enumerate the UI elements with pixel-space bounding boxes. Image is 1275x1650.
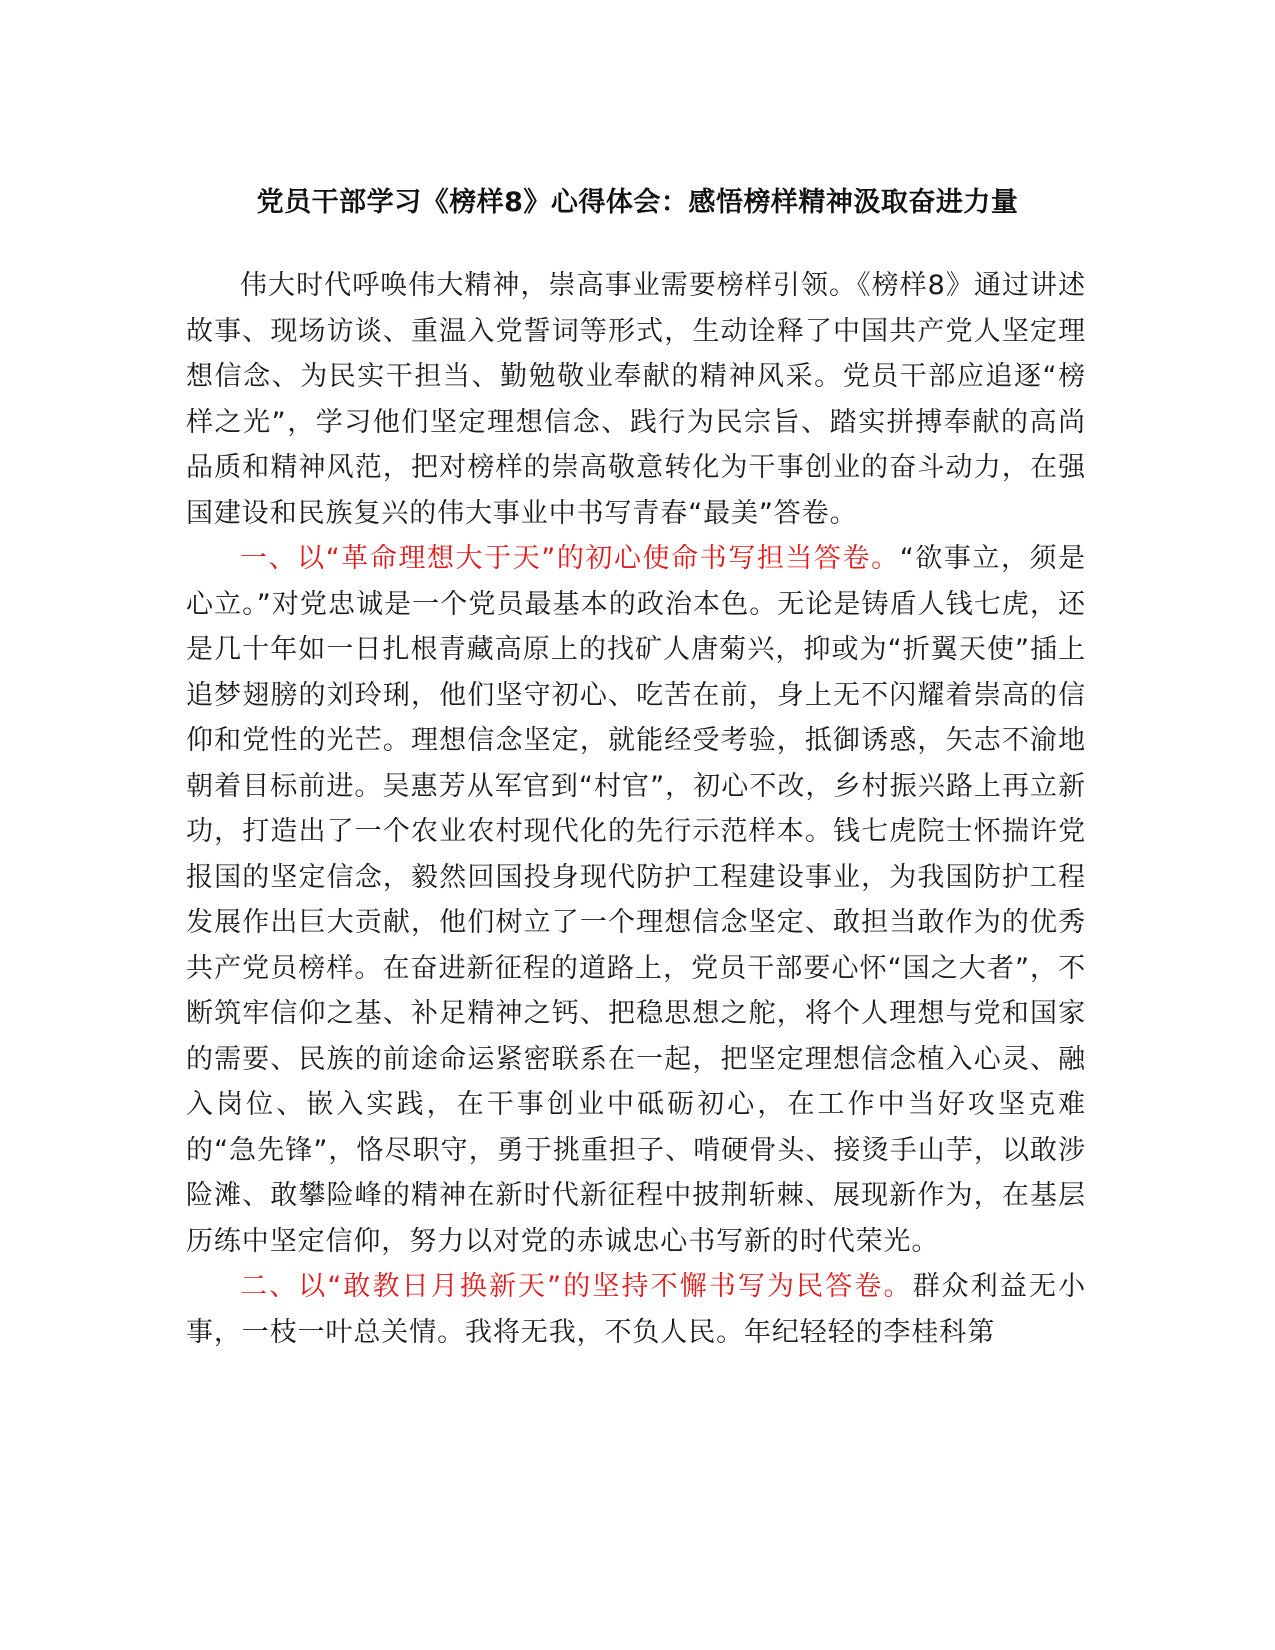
section-one-text: “欲事立，须是心立。”对党忠诚是一个党员最基本的政治本色。无论是铸盾人钱七虎，还是几十年如一日扎根青藏高原上的找矿人唐菊兴，抑或为“折翼天使”插上追梦翅膀的刘玲琍，他们坚守初心、吃苦在前，身上无不闪耀着崇高的信仰和党性的光芒。理想信念坚定，就能经受考验，抵御诱惑，矢志不渝地朝着目标前进。吴惠芳从军官到“村官”，初心不改，乡村振兴路上再立新功，打造出了一个农业农村现代化的先行示范样本。钱七虎院士怀揣许党报国的坚定信念，毅然回国投身现代防护工程建设事业，为我国防护工程发展作出巨大贡献，他们树立了一个理想信念坚定、敢担当敢作为的优秀共产党员榜样。在奋进新征程的道路上，党员干部要心怀“国之大者”，不断筑牢信仰之基、补足精神之钙、把稳思想之舵，将个人理想与党和国家的需要、民族的前途命运紧密联系在一起，把坚定理想信念植入心灵、融入岗位、嵌入实践，在干事创业中砥砺初心，在工作中当好攻坚克难的“急先锋”，恪尽职守，勇于挑重担子、啃硬骨头、接烫手山芋，以敢涉险滩、敢攀险峰的精神在新时代新征程中披荆斩棘、展现新作为，在基层历练中坚定信仰，努力以对党的赤诚忠心书写新的时代荣光。 <box>186 543 1087 1257</box>
section-one-heading: 一、以“革命理想大于天”的初心使命书写担当答卷。 <box>240 543 900 574</box>
section-two-text: 群众利益无小事，一枝一叶总关情。我将无我，不负人民。年纪轻轻的李桂科第 <box>186 1271 1086 1348</box>
intro-text: 伟大时代呼唤伟大精神，崇高事业需要榜样引领。《榜样8》通过讲述故事、现场访谈、重温入党誓词等形式，生动诠释了中国共产党人坚定理想信念、为民实干担当、勤勉敬业奉献的精神风采。党员干部应追逐“榜样之光”，学习他们坚定理想信念、践行为民宗旨、踏实拼搏奉献的高尚品质和精神风范，把对榜样的崇高敬意转化为干事创业的奋斗动力，在强国建设和民族复兴的伟大事业中书写青春“最美”答卷。 <box>186 270 1086 529</box>
document-body <box>186 263 1086 1355</box>
intro-paragraph <box>186 263 1086 536</box>
document-title: 党员干部学习《榜样8》心得体会：感悟榜样精神汲取奋进力量 <box>256 187 1019 218</box>
section-two-paragraph <box>186 1264 1086 1355</box>
section-two-heading: 二、以“敢教日月换新天”的坚持不懈书写为民答卷。 <box>240 1271 913 1302</box>
section-one-paragraph <box>186 536 1086 1264</box>
